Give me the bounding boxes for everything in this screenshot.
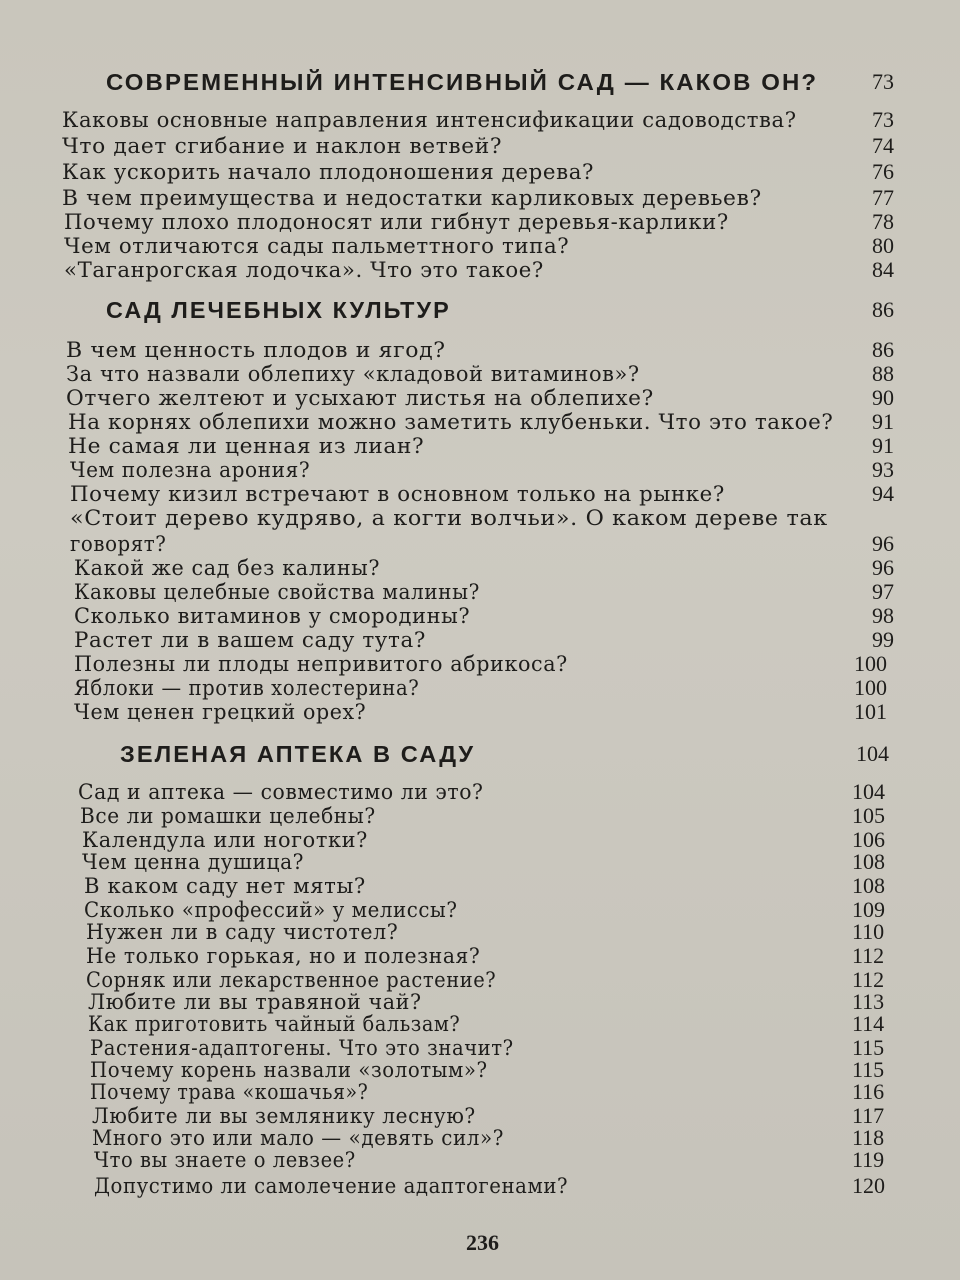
toc-entry: Все ли ромашки целебны? xyxy=(80,804,376,828)
toc-entry-page-number: 94 xyxy=(872,481,894,506)
toc-entry: Чем ценен грецкий орех? xyxy=(74,700,367,724)
toc-entry-page-number: 109 xyxy=(852,897,885,922)
toc-entry-page-number: 105 xyxy=(852,803,885,828)
section-page-number: 104 xyxy=(856,741,889,766)
toc-entry-page-number: 77 xyxy=(872,185,894,210)
toc-entry-page-number: 108 xyxy=(852,849,885,874)
toc-entry-page-number: 113 xyxy=(852,989,885,1014)
toc-entry-page-number: 115 xyxy=(852,1057,885,1082)
toc-entry-page-number: 73 xyxy=(872,107,894,132)
toc-entry-page-number: 115 xyxy=(852,1035,885,1060)
toc-entry-page-number: 96 xyxy=(872,531,894,556)
toc-entry: Почему плохо плодоносят или гибнут деревья-карлики? xyxy=(64,210,729,234)
toc-entry: Чем полезна арония? xyxy=(70,458,311,482)
toc-entry-page-number: 100 xyxy=(854,651,887,676)
toc-entry-page-number: 108 xyxy=(852,873,885,898)
toc-entry-page-number: 112 xyxy=(852,943,885,968)
toc-entry: Какой же сад без калины? xyxy=(74,556,381,580)
section-heading: ЗЕЛЕНАЯ АПТЕКА В САДУ xyxy=(120,741,476,767)
toc-entry: говорят? xyxy=(70,532,167,556)
toc-entry-page-number: 90 xyxy=(872,385,894,410)
toc-entry: Сад и аптека — совместимо ли это? xyxy=(78,780,484,804)
toc-entry: Каковы основные направления интенсификации садоводства? xyxy=(62,108,797,132)
toc-entry-page-number: 116 xyxy=(852,1079,885,1104)
toc-entry-page-number: 98 xyxy=(872,603,894,628)
toc-entry: Как ускорить начало плодоношения дерева? xyxy=(62,160,595,184)
toc-entry-page-number: 110 xyxy=(852,919,885,944)
toc-entry: Почему трава «кошачья»? xyxy=(90,1080,369,1104)
toc-entry: Чем отличаются сады пальметтного типа? xyxy=(64,234,570,258)
toc-entry: Яблоки — против холестерина? xyxy=(74,676,420,700)
toc-entry: Отчего желтеют и усыхают листья на облепихе? xyxy=(66,386,654,410)
toc-entry: Сколько витаминов у смородины? xyxy=(74,604,471,628)
toc-entry: Календула или ноготки? xyxy=(82,828,368,852)
toc-entry: В каком саду нет мяты? xyxy=(84,874,366,898)
toc-entry: На корнях облепихи можно заметить клубеньки. Что это такое? xyxy=(68,410,834,434)
toc-entry: Нужен ли в саду чистотел? xyxy=(86,920,399,944)
toc-entry: Допустимо ли самолечение адаптогенами? xyxy=(94,1174,569,1198)
toc-entry-page-number: 104 xyxy=(852,779,885,804)
toc-entry-page-number: 97 xyxy=(872,579,894,604)
page-number: 236 xyxy=(466,1230,499,1255)
toc-entry-page-number: 117 xyxy=(852,1103,885,1128)
toc-entry-page-number: 120 xyxy=(852,1173,885,1198)
toc-entry: Сколько «профессий» у мелиссы? xyxy=(84,898,458,922)
toc-entry-page-number: 118 xyxy=(852,1125,885,1150)
toc-entry: Чем ценна душица? xyxy=(82,850,305,874)
toc-entry: Как приготовить чайный бальзам? xyxy=(88,1012,461,1036)
toc-entry-page-number: 101 xyxy=(854,699,887,724)
toc-entry: В чем ценность плодов и ягод? xyxy=(66,338,446,362)
section-page-number: 73 xyxy=(872,69,894,94)
toc-entry: Что дает сгибание и наклон ветвей? xyxy=(62,134,503,158)
toc-entry-page-number: 96 xyxy=(872,555,894,580)
toc-entry-page-number: 84 xyxy=(872,257,894,282)
toc-entry: Сорняк или лекарственное растение? xyxy=(86,968,497,992)
toc-entry: Не самая ли ценная из лиан? xyxy=(68,434,425,458)
toc-entry: Растет ли в вашем саду тута? xyxy=(74,628,426,652)
toc-entry: Почему корень назвали «золотым»? xyxy=(90,1058,488,1082)
toc-entry-page-number: 78 xyxy=(872,209,894,234)
toc-entry-page-number: 119 xyxy=(852,1147,885,1172)
toc-entry-page-number: 112 xyxy=(852,967,885,992)
toc-entry-page-number: 99 xyxy=(872,627,894,652)
toc-entry-page-number: 114 xyxy=(852,1011,885,1036)
toc-entry: Много это или мало — «девять сил»? xyxy=(92,1126,504,1150)
toc-entry: Любите ли вы травяной чай? xyxy=(88,990,422,1014)
toc-entry: Растения-адаптогены. Что это значит? xyxy=(90,1036,514,1060)
toc-entry-page-number: 91 xyxy=(872,433,894,458)
toc-entry: «Таганрогская лодочка». Что это такое? xyxy=(64,258,544,282)
section-page-number: 86 xyxy=(872,297,894,322)
toc-entry-page-number: 74 xyxy=(872,133,894,158)
section-heading: СОВРЕМЕННЫЙ ИНТЕНСИВНЫЙ САД — КАКОВ ОН? xyxy=(106,69,819,95)
toc-entry-page-number: 86 xyxy=(872,337,894,362)
toc-entry: «Стоит дерево кудряво, а когти волчьи». О каком дереве так xyxy=(70,506,828,530)
toc-entry: Что вы знаете о левзее? xyxy=(94,1148,356,1172)
toc-entry-page-number: 88 xyxy=(872,361,894,386)
section-heading: САД ЛЕЧЕБНЫХ КУЛЬТУР xyxy=(106,297,451,323)
toc-entry: За что назвали облепиху «кладовой витаминов»? xyxy=(66,362,640,386)
toc-entry-page-number: 80 xyxy=(872,233,894,258)
toc-entry: Любите ли вы землянику лесную? xyxy=(92,1104,476,1128)
toc-entry: Почему кизил встречают в основном только на рынке? xyxy=(70,482,725,506)
toc-entry: Каковы целебные свойства малины? xyxy=(74,580,480,604)
toc-entry-page-number: 100 xyxy=(854,675,887,700)
toc-entry-page-number: 91 xyxy=(872,409,894,434)
toc-entry-page-number: 76 xyxy=(872,159,894,184)
toc-entry: В чем преимущества и недостатки карликовых деревьев? xyxy=(62,186,762,210)
toc-entry-page-number: 106 xyxy=(852,827,885,852)
toc-entry-page-number: 93 xyxy=(872,457,894,482)
toc-entry: Не только горькая, но и полезная? xyxy=(86,944,481,968)
toc-entry: Полезны ли плоды непривитого абрикоса? xyxy=(74,652,568,676)
